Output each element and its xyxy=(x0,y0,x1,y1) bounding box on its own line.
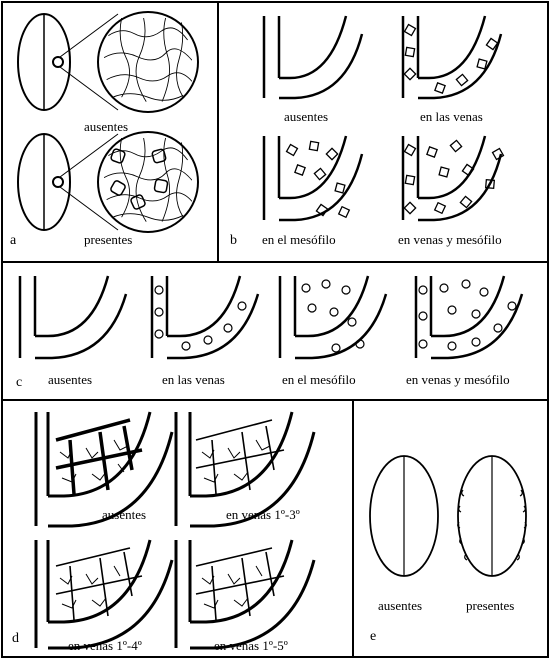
panel-a-label-ausentes: ausentes xyxy=(84,119,129,134)
panel-a-label-presentes: presentes xyxy=(84,232,133,247)
panel-b-label-venas: en las venas xyxy=(420,109,483,124)
vein-diagram-veins xyxy=(403,16,501,98)
panel-c-label-ausentes: ausentes xyxy=(48,372,93,387)
panel-e-label-ausentes: ausentes xyxy=(378,598,423,613)
panel-b xyxy=(230,16,503,248)
panel-e-label-presentes: presentes xyxy=(466,598,515,613)
panel-c-letter: c xyxy=(16,375,23,390)
panel-c-label-venas-mesofilo: en venas y mesófilo xyxy=(406,372,510,387)
panel-c-label-venas: en las venas xyxy=(162,372,225,387)
leaf-magnified-present xyxy=(18,132,198,232)
panel-d-label-1-5: en venas 1º-5º xyxy=(214,638,288,653)
crystal-druses xyxy=(110,148,168,210)
panel-c xyxy=(16,276,522,390)
panel-c-label-mesofilo: en el mesófilo xyxy=(282,372,356,387)
panel-b-label-ausentes: ausentes xyxy=(284,109,329,124)
leaf-absent xyxy=(370,456,438,576)
trichomes-mesophyll xyxy=(302,280,364,352)
leaf-present xyxy=(458,456,527,576)
panel-b-label-mesofilo: en el mesófilo xyxy=(262,232,336,247)
vein-diagram-absent xyxy=(264,16,362,98)
panel-d xyxy=(12,412,314,653)
panel-e xyxy=(370,456,526,644)
panel-d-label-1-3: en venas 1º-3º xyxy=(226,507,300,522)
panel-d-label-1-4: en venas 1º-4º xyxy=(68,638,142,653)
c-diagram-mesophyll xyxy=(280,276,386,358)
leaf-magnified-absent xyxy=(18,12,198,112)
panel-a-letter: a xyxy=(10,233,17,248)
panel-d-letter: d xyxy=(12,631,19,646)
d-diagram-1-5 xyxy=(176,540,314,648)
c-diagram-veins xyxy=(152,276,258,358)
vein-diagram-mesophyll xyxy=(264,136,362,220)
d-diagram-1-4 xyxy=(36,540,172,648)
panel-e-letter: e xyxy=(370,629,377,644)
panel-b-letter: b xyxy=(230,233,237,248)
c-diagram-absent xyxy=(20,276,126,358)
panel-d-label-ausentes: ausentes xyxy=(102,507,147,522)
trichomes-both xyxy=(419,280,516,350)
panel-b-label-venas-mesofilo: en venas y mesófilo xyxy=(398,232,502,247)
c-diagram-both xyxy=(416,276,522,358)
vein-diagram-both xyxy=(403,136,503,220)
panel-a xyxy=(10,12,198,248)
